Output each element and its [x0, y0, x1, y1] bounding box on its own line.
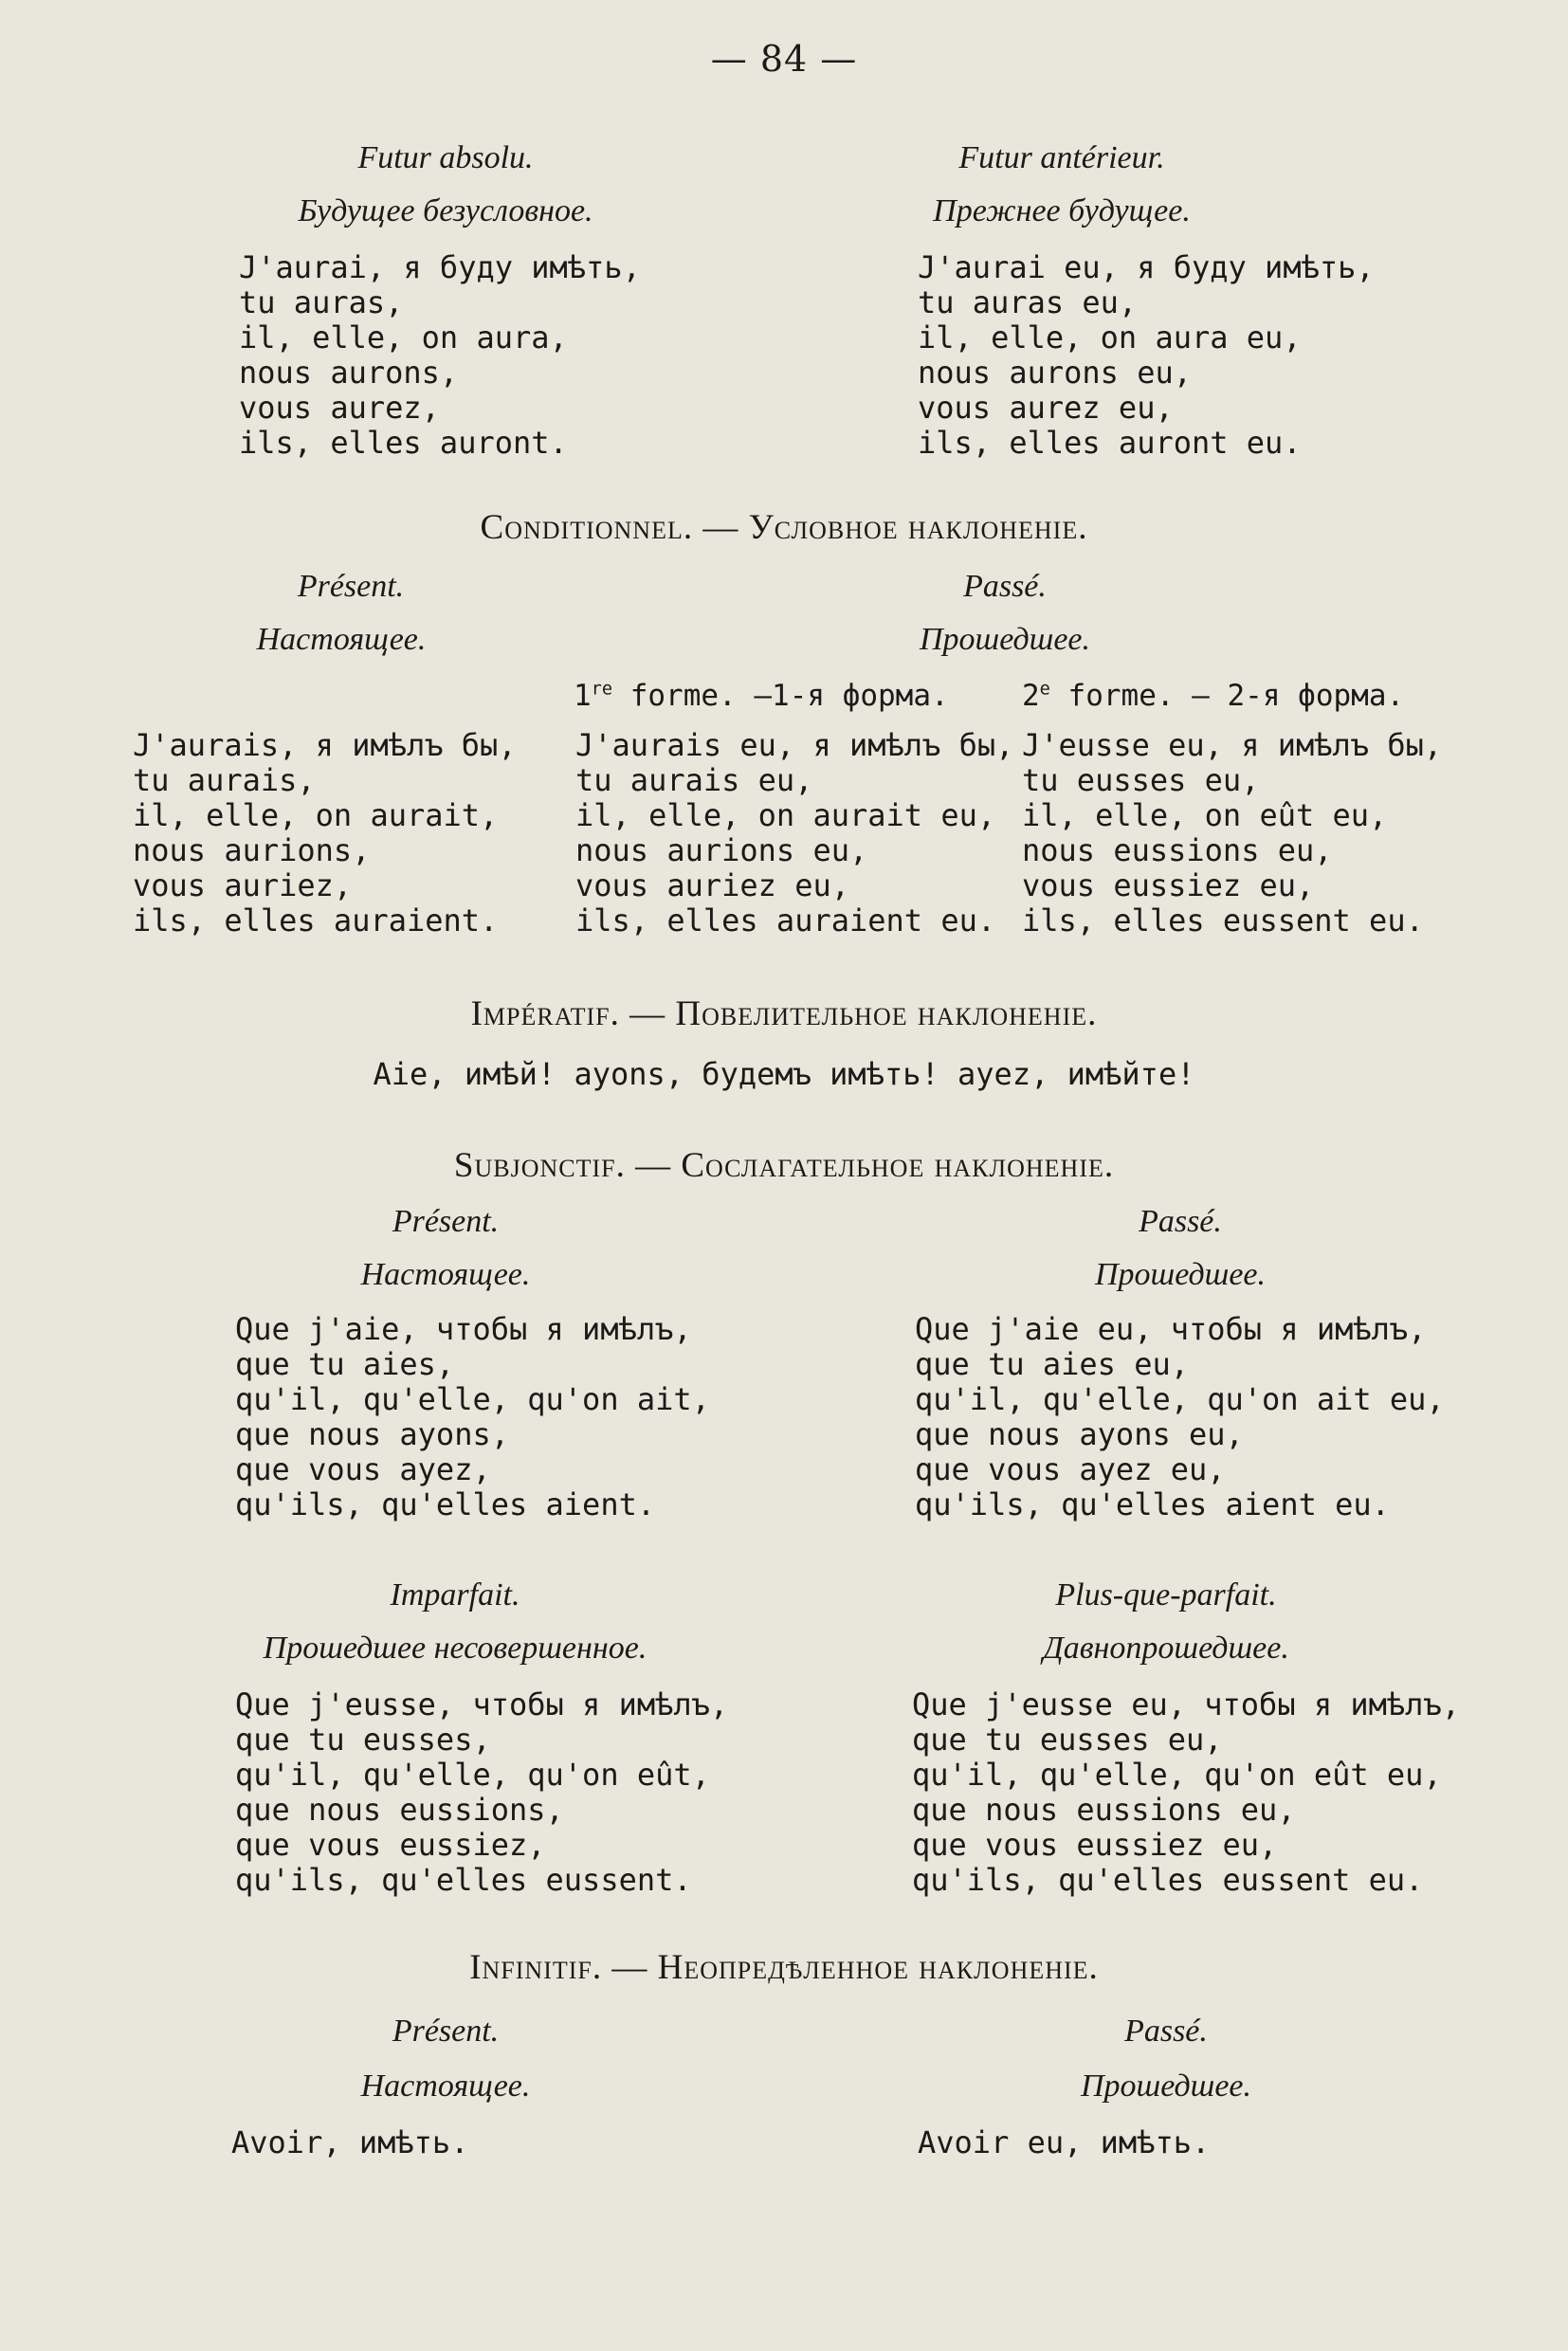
conditionnel-forme2-conjugation — [1022, 728, 1442, 939]
subjonctif-imparfait-subtitle: Прошедшее несовершенное. — [263, 1631, 647, 1666]
conjugation-line: J'aurai, я буду имѣть, — [239, 249, 641, 285]
conjugation-line: nous aurions, — [133, 832, 371, 868]
conjugation-line: que tu aies, — [235, 1346, 455, 1382]
conjugation-line: J'aurai eu, я буду имѣть, — [918, 249, 1375, 285]
conjugation-line: ils, elles eussent eu. — [1022, 902, 1424, 939]
futur-anterieur-subtitle: Прежнее будущее. — [933, 193, 1191, 228]
infinitif-present-title: Présent. — [392, 2014, 500, 2049]
subjonctif-passe-subtitle: Прошедшее. — [1094, 1257, 1266, 1292]
conjugation-line: qu'ils, qu'elles eussent. — [235, 1862, 692, 1898]
conjugation-line: que tu eusses eu, — [912, 1722, 1223, 1758]
conjugation-line: il, elle, on aurait, — [133, 797, 499, 833]
infinitif-present-subtitle: Настоящее. — [360, 2069, 531, 2104]
conjugation-line: qu'il, qu'elle, qu'on eût, — [235, 1757, 710, 1793]
conjugation-line: qu'ils, qu'elles aient. — [235, 1486, 656, 1522]
forme2-label — [1022, 679, 1404, 713]
conjugation-line: qu'il, qu'elle, qu'on eût eu, — [912, 1757, 1442, 1793]
conjugation-line: vous eussiez eu, — [1022, 867, 1315, 903]
forme2-rest: forme. — 2-я форма. — [1049, 679, 1405, 713]
conjugation-line: que nous eussions, — [235, 1792, 564, 1828]
subjonctif-passe-title: Passé. — [1139, 1204, 1222, 1239]
conditionnel-heading-fr: Conditionnel. — [480, 508, 694, 547]
imperatif-heading-fr: Impératif. — [470, 994, 620, 1033]
conjugation-line: il, elle, on aura, — [239, 319, 568, 355]
conditionnel-passe-title: Passé. — [963, 569, 1047, 604]
conjugation-line: ils, elles auront. — [239, 425, 568, 461]
futur-anterieur-title: Futur antérieur. — [958, 140, 1165, 175]
futur-absolu-subtitle: Будущее безусловное. — [298, 193, 593, 228]
subjonctif-heading-fr: Subjonctif. — [453, 1146, 626, 1185]
subjonctif-present-subtitle: Настоящее. — [360, 1257, 531, 1292]
infinitif-heading-sep: — — [602, 1948, 658, 1987]
subjonctif-pqp-title: Plus-que-parfait. — [1055, 1577, 1277, 1613]
subjonctif-pqp-subtitle: Давнопрошедшее. — [1043, 1631, 1289, 1666]
futur-absolu-title: Futur absolu. — [357, 140, 534, 175]
subjonctif-heading — [0, 1145, 1568, 1186]
subjonctif-present-title: Présent. — [392, 1204, 500, 1239]
conjugation-line: nous aurions eu, — [575, 832, 868, 868]
infinitif-heading-ru: Неопредѣленное наклоненіе. — [657, 1948, 1099, 1987]
infinitif-passe-subtitle: Прошедшее. — [1080, 2069, 1251, 2104]
conjugation-line: qu'il, qu'elle, qu'on ait, — [235, 1381, 710, 1417]
conditionnel-heading-sep: — — [693, 508, 749, 547]
conjugation-line: Que j'aie eu, чтобы я имѣлъ, — [915, 1311, 1427, 1347]
conditionnel-present-title: Présent. — [297, 569, 405, 604]
forme1-num: 1 — [574, 679, 592, 713]
conjugation-line: que vous eussiez, — [235, 1827, 546, 1863]
conditionnel-heading — [0, 507, 1568, 548]
conjugation-line: que nous ayons eu, — [915, 1416, 1244, 1452]
conjugation-line: que vous ayez, — [235, 1451, 491, 1487]
conjugation-line: J'eusse eu, я имѣлъ бы, — [1022, 727, 1443, 763]
subjonctif-heading-sep: — — [625, 1146, 682, 1185]
conjugation-line: il, elle, on aura eu, — [918, 319, 1302, 355]
conditionnel-forme1-conjugation — [575, 728, 1013, 939]
conjugation-line: tu eusses eu, — [1022, 762, 1260, 798]
conjugation-line: Que j'eusse, чтобы я имѣлъ, — [235, 1686, 729, 1722]
conjugation-line: nous aurons, — [239, 355, 459, 391]
forme1-sup: re — [591, 679, 613, 700]
conjugation-line: il, elle, on aurait eu, — [575, 797, 996, 833]
conjugation-line: il, elle, on eût eu, — [1022, 797, 1388, 833]
page-number: — 84 — — [710, 38, 858, 80]
forme2-num: 2 — [1022, 679, 1040, 713]
conjugation-line: que tu eusses, — [235, 1722, 491, 1758]
conditionnel-passe-subtitle: Прошедшее. — [919, 622, 1090, 657]
subjonctif-imparfait-title: Imparfait. — [390, 1577, 520, 1613]
conjugation-line: vous auriez, — [133, 867, 353, 903]
imperatif-heading-sep: — — [619, 994, 676, 1033]
conjugation-line: que nous ayons, — [235, 1416, 509, 1452]
conjugation-line: vous aurez, — [239, 390, 440, 426]
imperatif-heading — [0, 993, 1568, 1034]
subjonctif-heading-ru: Сослагательное наклоненіе. — [681, 1146, 1115, 1185]
conjugation-line: nous eussions eu, — [1022, 832, 1333, 868]
infinitif-passe-title: Passé. — [1124, 2014, 1208, 2049]
conjugation-line: ils, elles auraient eu. — [575, 902, 996, 939]
conjugation-line: qu'ils, qu'elles eussent eu. — [912, 1862, 1424, 1898]
infinitif-passe-line: Avoir eu, имѣть. — [918, 2124, 1211, 2160]
subjonctif-pqp-conjugation — [912, 1687, 1460, 1898]
conjugation-line: ils, elles auront eu. — [918, 425, 1302, 461]
conditionnel-present-conjugation — [133, 728, 517, 939]
conditionnel-present-subtitle: Настоящее. — [256, 622, 427, 657]
conjugation-line: nous aurons eu, — [918, 355, 1192, 391]
subjonctif-passe-conjugation — [915, 1312, 1445, 1522]
futur-anterieur-conjugation — [918, 250, 1375, 461]
imperatif-heading-ru: Повелительное наклоненіе. — [675, 994, 1098, 1033]
forme1-rest: forme. —1-я форма. — [612, 679, 949, 713]
conjugation-line: tu auras eu, — [918, 284, 1138, 320]
forme1-label — [574, 679, 949, 713]
forme2-sup: e — [1039, 679, 1050, 700]
conjugation-line: tu aurais, — [133, 762, 316, 798]
conjugation-line: que tu aies eu, — [915, 1346, 1189, 1382]
subjonctif-imparfait-conjugation — [235, 1687, 728, 1898]
conjugation-line: qu'il, qu'elle, qu'on ait eu, — [915, 1381, 1445, 1417]
conjugation-line: Que j'eusse eu, чтобы я имѣлъ, — [912, 1686, 1460, 1722]
conjugation-line: que vous ayez eu, — [915, 1451, 1226, 1487]
conjugation-line: J'aurais, я имѣлъ бы, — [133, 727, 517, 763]
infinitif-present-line: Avoir, имѣть. — [231, 2124, 469, 2160]
infinitif-heading — [0, 1947, 1568, 1988]
conjugation-line: ils, elles auraient. — [133, 902, 499, 939]
conjugation-line: Que j'aie, чтобы я имѣлъ, — [235, 1311, 692, 1347]
conjugation-line: tu aurais eu, — [575, 762, 813, 798]
subjonctif-present-conjugation — [235, 1312, 710, 1522]
conditionnel-heading-ru: Условное наклоненіе. — [748, 508, 1088, 547]
conjugation-line: que nous eussions eu, — [912, 1792, 1296, 1828]
conjugation-line: vous aurez eu, — [918, 390, 1174, 426]
conjugation-line: vous auriez eu, — [575, 867, 849, 903]
futur-absolu-conjugation — [239, 250, 641, 461]
conjugation-line: tu auras, — [239, 284, 404, 320]
conjugation-line: J'aurais eu, я имѣлъ бы, — [575, 727, 1014, 763]
infinitif-heading-fr: Infinitif. — [469, 1948, 603, 1987]
imperatif-line: Aie, имѣй! ayons, будемъ имѣть! ayez, имѣйте! — [373, 1056, 1195, 1092]
conjugation-line: que vous eussiez eu, — [912, 1827, 1278, 1863]
conjugation-line: qu'ils, qu'elles aient eu. — [915, 1486, 1390, 1522]
